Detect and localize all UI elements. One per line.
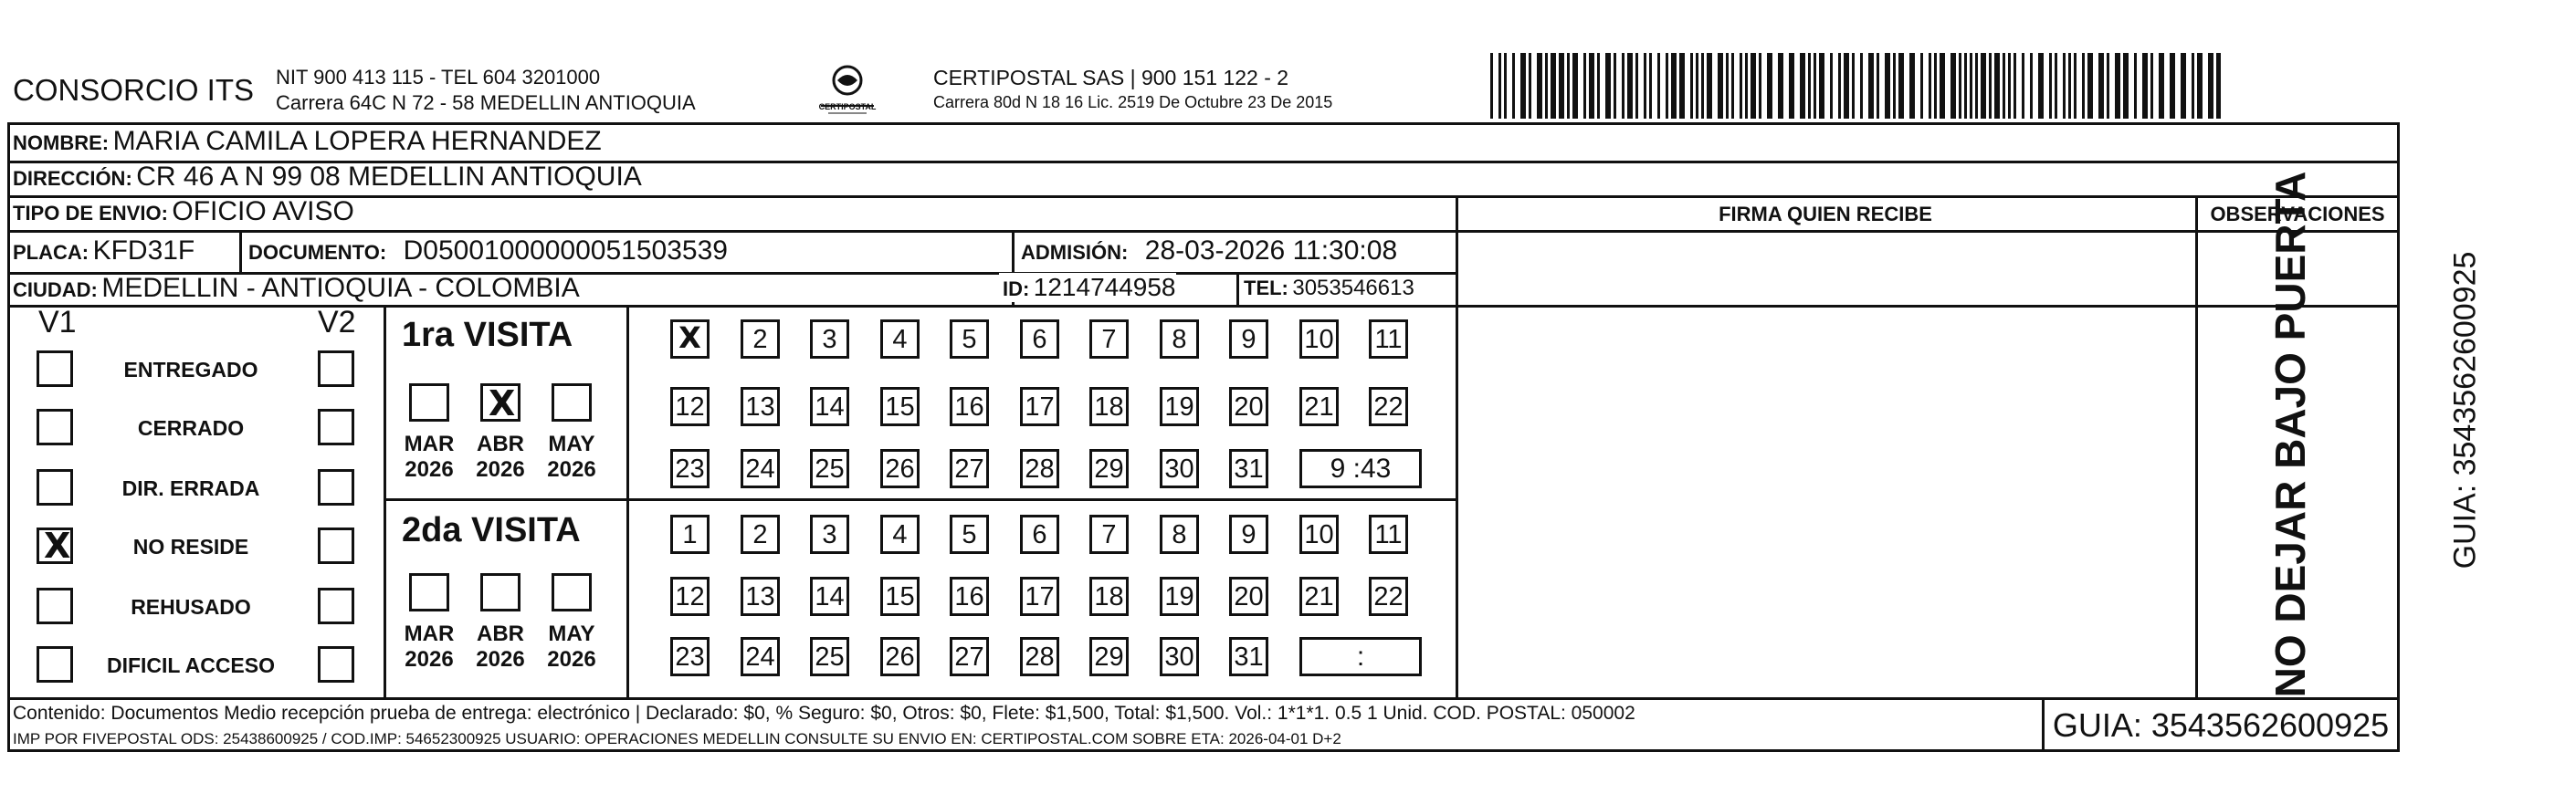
visit2-day-box[interactable]: 28	[1020, 637, 1059, 676]
documento-value: D05001000000051503539	[403, 235, 728, 266]
barcode-bar	[2055, 53, 2057, 119]
tipo-envio-label: TIPO DE ENVIO:	[13, 202, 168, 225]
barcode-bar	[1627, 53, 1633, 119]
visit1-day-box[interactable]: 13	[741, 387, 780, 426]
barcode-bar	[2008, 53, 2011, 119]
visit1-day-box[interactable]: 15	[880, 387, 920, 426]
visit2-day-box[interactable]: 10	[1299, 515, 1339, 554]
visit1-day-box[interactable]	[670, 319, 710, 359]
barcode-bar	[1545, 53, 1548, 119]
visit2-day-box[interactable]: 5	[950, 515, 989, 554]
barcode-bar	[1622, 53, 1624, 119]
direccion-row	[13, 162, 642, 193]
carrier-name: CERTIPOSTAL SAS | 900 151 122 - 2	[933, 66, 1289, 89]
barcode-bar	[2197, 53, 2203, 119]
visit2-day-box[interactable]: 18	[1089, 577, 1129, 616]
barcode-bar	[1964, 53, 1967, 119]
visit1-day-box[interactable]: 14	[810, 387, 849, 426]
barcode-bar	[1819, 53, 1824, 119]
visit2-day-box[interactable]: 26	[880, 637, 920, 676]
barcode-bar	[2049, 53, 2052, 119]
barcode-bar	[2022, 53, 2024, 119]
barcode-bar	[1970, 53, 1972, 119]
barcode-bar	[1605, 53, 1611, 119]
barcode-bar	[1504, 53, 1507, 119]
status-label: CERRADO	[137, 416, 245, 440]
visit1-day-box[interactable]: 20	[1229, 387, 1268, 426]
status-label: ENTREGADO	[123, 358, 258, 381]
barcode-bar	[2208, 53, 2213, 119]
nombre-row	[13, 126, 602, 157]
barcode-bar	[2216, 53, 2221, 119]
v1-check-mark: X	[44, 526, 71, 566]
barcode-bar	[1860, 53, 1863, 119]
tel-field	[1244, 276, 1414, 301]
barcode-bar	[1950, 53, 1956, 119]
direccion-label: DIRECCIÓN:	[13, 167, 132, 190]
visit1-day-box[interactable]: 31	[1229, 449, 1268, 488]
barcode-bar	[1559, 53, 1564, 119]
visit2-month-label: MAR	[404, 622, 455, 646]
barcode-bar	[2123, 53, 2129, 119]
barcode-bar	[1718, 53, 1723, 119]
barcode-bar	[1644, 53, 1646, 119]
barcode-bar	[2013, 53, 2016, 119]
logo-text: CERTIPOSTAL	[818, 102, 877, 111]
barcode-bar	[1814, 53, 1816, 119]
visit2-month-label: MAY	[548, 622, 595, 646]
barcode-bar	[1940, 53, 1945, 119]
barcode-bar	[2142, 53, 2148, 119]
visit1-title: 1ra VISITA	[402, 316, 573, 354]
barcode-bar	[1929, 53, 1931, 119]
barcode-bar	[1520, 53, 1526, 119]
barcode-bar	[1696, 53, 1698, 119]
barcode-bar	[1707, 53, 1712, 119]
v2-checkbox[interactable]	[318, 469, 354, 506]
barcode-bar	[1679, 53, 1685, 119]
visit1-year-label: 2026	[405, 457, 454, 482]
v2-checkbox[interactable]	[318, 409, 354, 445]
admision-label: ADMISIÓN:	[1021, 241, 1129, 264]
visit1-day-box[interactable]: 8	[1160, 319, 1199, 359]
barcode-bar	[2134, 53, 2137, 119]
barcode-bar	[1909, 53, 1915, 119]
barcode-bar	[1701, 53, 1704, 119]
barcode-bar	[1934, 53, 1937, 119]
tipo-envio-row	[13, 196, 354, 227]
id-label: ID:	[1003, 277, 1030, 300]
barcode-bar	[1567, 53, 1570, 119]
v1-checkbox[interactable]	[37, 646, 73, 683]
visit2-day-box[interactable]: 15	[880, 577, 920, 616]
status-label: NO RESIDE	[132, 535, 249, 559]
ciudad-label: CIUDAD:	[13, 278, 98, 301]
barcode-bar	[1614, 53, 1616, 119]
admision-field	[1021, 235, 1397, 266]
placa-row	[13, 235, 195, 266]
visit2-day-box[interactable]: 1	[670, 515, 710, 554]
firma-header: FIRMA QUIEN RECIBE	[1719, 203, 1932, 225]
id-value: 1214744958	[1033, 273, 1176, 301]
visit2-day-box[interactable]: 29	[1089, 637, 1129, 676]
visit1-month-check-mark: X	[489, 383, 516, 423]
footer-guia: GUIA: 3543562600925	[2052, 706, 2390, 744]
visit1-day-box[interactable]: 22	[1369, 387, 1408, 426]
visit2-day-box[interactable]: 30	[1160, 637, 1199, 676]
barcode-bar	[1778, 53, 1783, 119]
barcode-bar	[1666, 53, 1668, 119]
visit2-day-box[interactable]: 3	[810, 515, 849, 554]
visit1-day-box[interactable]: 6	[1020, 319, 1059, 359]
visit2-title: 2da VISITA	[402, 511, 581, 549]
placa-value: KFD31F	[92, 235, 195, 266]
barcode-bar	[1589, 53, 1594, 119]
visit1-day-box[interactable]: 2	[741, 319, 780, 359]
visit1-month-checkbox[interactable]	[409, 383, 449, 422]
visit2-day-box[interactable]: 12	[670, 577, 710, 616]
v1-checkbox[interactable]	[37, 528, 73, 564]
visit2-month-checkbox[interactable]	[552, 573, 592, 611]
barcode-bar	[1551, 53, 1556, 119]
visit1-day-box[interactable]: 21	[1299, 387, 1339, 426]
barcode-bar	[1800, 53, 1805, 119]
visit1-day-box[interactable]: 28	[1020, 449, 1059, 488]
firma-area[interactable]	[1458, 233, 2193, 696]
footer-imp: IMP POR FIVEPOSTAL ODS: 25438600925 / COD.IMP: 54652300925 USUARIO: OPERACIONES MEDELLIN CONSULTE SU ENVIO EN: CERTIPOSTAL.COM SOBRE ETA: 2026-04-01 D+2	[13, 730, 1341, 747]
v2-checkbox[interactable]	[318, 528, 354, 564]
visit1-day-box[interactable]: 26	[880, 449, 920, 488]
barcode-bar	[1597, 53, 1600, 119]
v2-label: V2	[318, 305, 356, 340]
barcode-bar	[2063, 53, 2066, 119]
visit2-day-box[interactable]: 24	[741, 637, 780, 676]
barcode-bar	[2038, 53, 2044, 119]
visit1-day-box[interactable]: 27	[950, 449, 989, 488]
visit2-day-box[interactable]: 27	[950, 637, 989, 676]
footer-contenido: Contenido: Documentos Medio recepción prueba de entrega: electrónico | Declarado: $0, % Seguro: $0, Otros: $0, Flete: $1,500, Total: $1,500. Vol.: 1*1*1. 0.5 1 Unid. COD. POSTAL: 050002	[13, 703, 1635, 724]
visit1-day-box[interactable]: 24	[741, 449, 780, 488]
barcode-bar	[2159, 53, 2164, 119]
barcode-bar	[1989, 53, 1992, 119]
barcode-bar	[1690, 53, 1693, 119]
placa-label: PLACA:	[13, 241, 89, 264]
nombre-value: MARIA CAMILA LOPERA HERNANDEZ	[112, 126, 602, 156]
visit2-month-label: ABR	[477, 622, 524, 646]
company-name: CONSORCIO ITS	[13, 73, 255, 107]
barcode-bar	[1537, 53, 1542, 119]
barcode-bar	[1726, 53, 1729, 119]
visit2-month-checkbox[interactable]	[409, 573, 449, 611]
visit2-day-box[interactable]: 23	[670, 637, 710, 676]
visit1-day-box[interactable]: 25	[810, 449, 849, 488]
visit2-day-box[interactable]: 6	[1020, 515, 1059, 554]
barcode-bar	[1975, 53, 1978, 119]
visit1-day-box[interactable]: 17	[1020, 387, 1059, 426]
admision-value: 28-03-2026 11:30:08	[1144, 235, 1398, 266]
v1-checkbox[interactable]	[37, 350, 73, 387]
direccion-value: CR 46 A N 99 08 MEDELLIN ANTIOQUIA	[136, 162, 642, 192]
id-field	[999, 273, 1176, 302]
nombre-label: NOMBRE:	[13, 131, 110, 154]
visit2-day-box[interactable]: 9	[1229, 515, 1268, 554]
visit1-day-box[interactable]: 30	[1160, 449, 1199, 488]
visit1-day-box[interactable]: 10	[1299, 319, 1339, 359]
barcode-bar	[1731, 53, 1734, 119]
barcode-bar	[1740, 53, 1742, 119]
barcode	[1490, 53, 2221, 119]
barcode-bar	[1649, 53, 1652, 119]
barcode-bar	[1745, 53, 1748, 119]
barcode-bar	[1994, 53, 2000, 119]
visit2-day-box[interactable]: 14	[810, 577, 849, 616]
visit1-month-label: MAY	[548, 432, 595, 456]
barcode-bar	[1898, 53, 1904, 119]
tel-label: TEL:	[1244, 277, 1288, 299]
status-label: REHUSADO	[131, 595, 251, 619]
visit1-day-check-mark: X	[678, 320, 701, 355]
visit2-year-label: 2026	[547, 647, 596, 672]
barcode-bar	[1583, 53, 1586, 119]
barcode-bar	[1830, 53, 1833, 119]
company-nit: NIT 900 413 115 - TEL 604 3201000	[276, 66, 601, 89]
visit2-day-box[interactable]: 13	[741, 577, 780, 616]
visit2-year-label: 2026	[405, 647, 454, 672]
visit1-day-box[interactable]: 3	[810, 319, 849, 359]
v1-checkbox[interactable]	[37, 588, 73, 624]
visit1-day-box[interactable]: 12	[670, 387, 710, 426]
barcode-bar	[1868, 53, 1874, 119]
barcode-bar	[1808, 53, 1811, 119]
barcode-bar	[1877, 53, 1879, 119]
company-address: Carrera 64C N 72 - 58 MEDELLIN ANTIOQUIA	[276, 91, 696, 114]
barcode-bar	[2030, 53, 2033, 119]
barcode-bar	[2068, 53, 2071, 119]
visit2-day-box[interactable]: 4	[880, 515, 920, 554]
barcode-bar	[2181, 53, 2186, 119]
v1-label: V1	[38, 305, 77, 340]
visit2-day-box[interactable]: 25	[810, 637, 849, 676]
barcode-bar	[1844, 53, 1849, 119]
visit2-day-box[interactable]: 11	[1369, 515, 1408, 554]
v2-checkbox[interactable]	[318, 350, 354, 387]
side-warning: NO DEJAR BAJO PUERTA	[2266, 171, 2314, 698]
visit2-month-checkbox[interactable]	[480, 573, 520, 611]
visit1-day-box[interactable]: 4	[880, 319, 920, 359]
status-label: DIFICIL ACCESO	[106, 653, 275, 677]
status-label: DIR. ERRADA	[121, 476, 260, 500]
barcode-bar	[1529, 53, 1531, 119]
v2-checkbox[interactable]	[318, 588, 354, 624]
visit1-day-box[interactable]: 9	[1229, 319, 1268, 359]
visit2-day-box[interactable]: 7	[1089, 515, 1129, 554]
barcode-bar	[1838, 53, 1841, 119]
visit1-month-label: MAR	[404, 432, 455, 456]
tel-value: 3053546613	[1292, 276, 1414, 300]
visit1-day-box[interactable]: 7	[1089, 319, 1129, 359]
visit2-year-label: 2026	[476, 647, 525, 672]
visit1-month-label: ABR	[477, 432, 524, 456]
barcode-bar	[1789, 53, 1794, 119]
tipo-envio-value: OFICIO AVISO	[172, 196, 354, 226]
visit1-year-label: 2026	[476, 457, 525, 482]
ciudad-value: MEDELLIN - ANTIOQUIA - COLOMBIA	[101, 273, 580, 303]
visit1-day-box[interactable]: 29	[1089, 449, 1129, 488]
documento-label: DOCUMENTO:	[248, 241, 387, 264]
barcode-bar	[1852, 53, 1855, 119]
barcode-bar	[1893, 53, 1896, 119]
barcode-bar	[1635, 53, 1638, 119]
barcode-bar	[1572, 53, 1578, 119]
barcode-bar	[2115, 53, 2120, 119]
visit1-month-checkbox[interactable]	[480, 383, 520, 422]
visit1-time-box[interactable]: 9 :43	[1299, 449, 1422, 488]
documento-field	[248, 235, 728, 266]
visit2-day-box[interactable]: 31	[1229, 637, 1268, 676]
barcode-bar	[2003, 53, 2005, 119]
visit2-day-box[interactable]: 16	[950, 577, 989, 616]
barcode-bar	[1512, 53, 1515, 119]
barcode-bar	[1657, 53, 1660, 119]
ciudad-row	[13, 273, 580, 304]
v2-checkbox[interactable]	[318, 646, 354, 683]
barcode-bar	[1751, 53, 1756, 119]
visit1-day-box[interactable]: 16	[950, 387, 989, 426]
visit2-day-box[interactable]: 19	[1160, 577, 1199, 616]
v1-checkbox[interactable]	[37, 409, 73, 445]
visit2-day-box[interactable]: 8	[1160, 515, 1199, 554]
barcode-bar	[2107, 53, 2109, 119]
barcode-bar	[1981, 53, 1986, 119]
barcode-bar	[1498, 53, 1501, 119]
barcode-bar	[2098, 53, 2104, 119]
visit2-day-box[interactable]: 17	[1020, 577, 1059, 616]
visit1-day-box[interactable]: 18	[1089, 387, 1129, 426]
barcode-bar	[1490, 53, 1493, 119]
visit2-day-box[interactable]: 21	[1299, 577, 1339, 616]
visit1-day-box[interactable]: 19	[1160, 387, 1199, 426]
visit1-day-box[interactable]: 5	[950, 319, 989, 359]
barcode-bar	[2082, 53, 2085, 119]
barcode-bar	[2170, 53, 2175, 119]
visit2-time-box[interactable]: :	[1299, 637, 1422, 676]
barcode-bar	[2150, 53, 2153, 119]
visit2-day-box[interactable]: 22	[1369, 577, 1408, 616]
barcode-bar	[1920, 53, 1923, 119]
barcode-bar	[1767, 53, 1772, 119]
barcode-bar	[2074, 53, 2077, 119]
visit2-day-box[interactable]: 20	[1229, 577, 1268, 616]
visit2-day-box[interactable]: 2	[741, 515, 780, 554]
barcode-bar	[2087, 53, 2093, 119]
visit1-month-checkbox[interactable]	[552, 383, 592, 422]
barcode-bar	[1885, 53, 1890, 119]
barcode-bar	[1671, 53, 1677, 119]
visit1-day-box[interactable]: 23	[670, 449, 710, 488]
visit1-year-label: 2026	[547, 457, 596, 482]
barcode-bar	[1759, 53, 1761, 119]
visit1-day-box[interactable]: 11	[1369, 319, 1408, 359]
observaciones-header: OBSERVACIONES	[2210, 203, 2385, 225]
side-guia: GUIA: 3543562600925	[2447, 251, 2483, 569]
carrier-address: Carrera 80d N 18 16 Lic. 2519 De Octubre 23 De 2015	[933, 93, 1333, 111]
barcode-bar	[2192, 53, 2194, 119]
barcode-bar	[1959, 53, 1961, 119]
v1-checkbox[interactable]	[37, 469, 73, 506]
